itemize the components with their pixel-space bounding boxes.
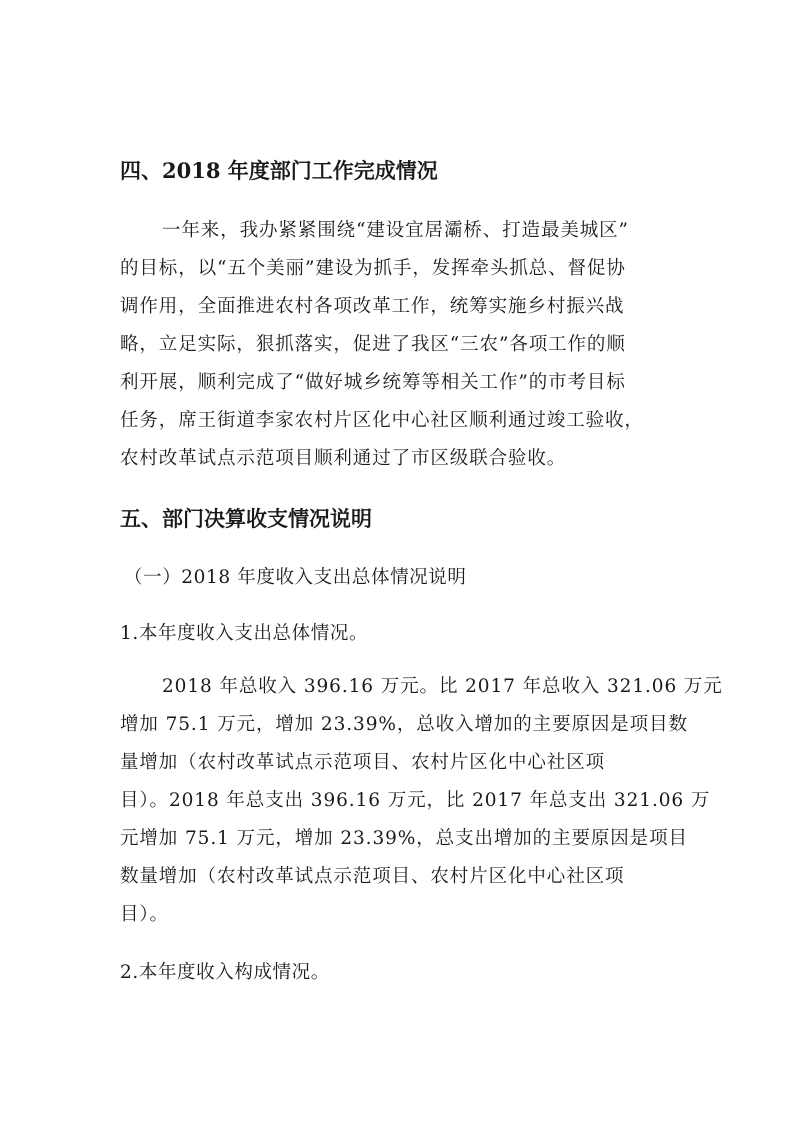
item-1-title: 1.本年度收入支出总体情况。 [120,623,369,644]
paragraph-line: 的目标，以“五个美丽”建设为抓手，发挥牵头抓总、督促协 [120,258,626,279]
section-4-paragraph [120,212,675,478]
paragraph-line: 元增加 75.1 万元，增加 23.39%，总支出增加的主要原因是项目 [120,828,688,849]
paragraph-line: 增加 75.1 万元，增加 23.39%，总收入增加的主要原因是项目数 [120,714,688,735]
paragraph-line: 农村改革试点示范项目顺利通过了市区级联合验收。 [120,448,567,469]
paragraph-line: 2018 年总收入 396.16 万元。比 2017 年总收入 321.06 万元 [162,676,723,697]
paragraph-line: 数量增加（农村改革试点示范项目、农村片区化中心社区项 [120,866,625,887]
subsection-1-title: （一）2018 年度收入支出总体情况说明 [124,567,467,588]
paragraph-line: 目）。 [120,904,169,925]
paragraph-line: 目）。2018 年总支出 396.16 万元，比 2017 年总支出 321.06 万 [120,790,711,811]
paragraph-line: 略，立足实际，狠抓落实，促进了我区“三农”各项工作的顺 [120,334,626,355]
paragraph-line: 一年来，我办紧紧围绕“建设宜居灞桥、打造最美城区” [162,220,629,241]
section-5-heading: 五、部门决算收支情况说明 [120,506,372,531]
paragraph-line: 调作用，全面推进农村各项改革工作，统筹实施乡村振兴战 [120,296,625,317]
paragraph-line: 量增加（农村改革试点示范项目、农村片区化中心社区项 [120,752,606,773]
paragraph-line: 利开展，顺利完成了“做好城乡统筹等相关工作”的市考目标 [120,372,626,393]
paragraph-line: 任务，席王街道李家农村片区化中心社区顺利通过竣工验收， [120,410,644,431]
item-2-title: 2.本年度收入构成情况。 [120,962,330,983]
section-4-heading: 四、2018 年度部门工作完成情况 [120,158,438,183]
item-1-paragraph [120,668,723,934]
